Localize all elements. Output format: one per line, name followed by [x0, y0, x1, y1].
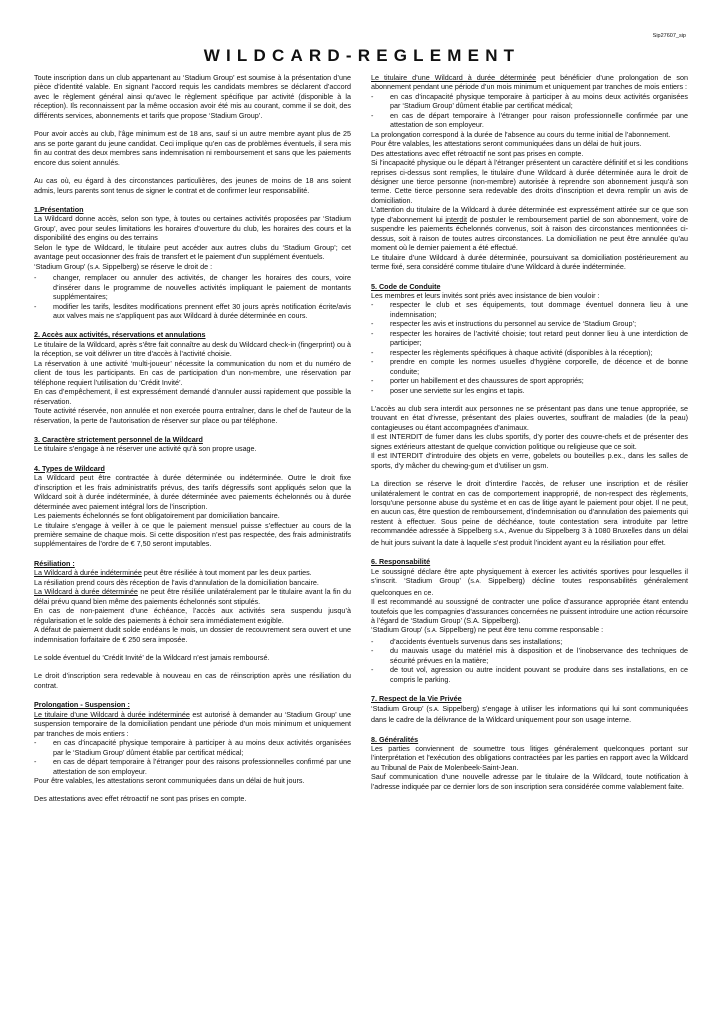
prolongation-list: [371, 92, 688, 130]
paragraph: Sauf communication d’une nouvelle adresse par le titulaire de la Wildcard, toute notification à l’adresse indiquée par ce dernier lors de son inscription sera considérée comme valablement faite.: [371, 772, 688, 791]
intro-paragraph: Toute inscription dans un club appartenant au ‘Stadium Group’ est soumise à la présentation d’une pièce d’identité valable. En signant l’accord requis les candidats membres se déclarent d’accord avec le règlement général ainsi qu’avec le règlement spécifique par activité (disponible à la réception). Ils reconnaissent par la même occasion avoir été mis au courant, comme il se doit, des différents services, abonnements et tarifs que propose ‘Stadium Group’.: [34, 73, 351, 120]
section-heading-general: 8. Généralités: [371, 734, 419, 744]
section-heading-types: 4. Types de Wildcard: [34, 463, 105, 473]
paragraph: Le titulaire d’une Wildcard à durée déterminée, poursuivant sa domiciliation postérieurement au terme fixé, sera considéré comme titulaire d’une Wildcard à durée indéterminée.: [371, 252, 688, 272]
paragraph: La Wildcard donne accès, selon son type, à toutes ou certaines activités proposées par ‘Stadium Group’, avec pour seules limitations les horaires d’ouverture du club, les horaires des cours et la disponibilité des engins ou des terrains: [34, 214, 351, 243]
list-item: - du mauvais usage du matériel mis à disposition et de l’inobservance des techniques de sécurité prévues en la matière;: [371, 646, 688, 665]
liability-list: [371, 637, 688, 684]
section-heading-access: 2. Accès aux activités, réservations et annulations: [34, 330, 206, 340]
list-item: - poser une serviette sur les engins et tapis.: [371, 386, 688, 395]
paragraph: La réservation à une activité ‘multi-joueur’ nécessite la communication du nom et du numéro de client de tous les participants. En cas de participation d’un non-membre, une réservation par téléphone requiert l’utilisation du ‘Crédit Invité’.: [34, 358, 351, 387]
subheading-prolongation: Prolongation - Suspension :: [34, 700, 130, 710]
list-item: - respecter les avis et instructions du personnel au service de ‘Stadium Group’;: [371, 319, 688, 328]
paragraph: Le titulaire s’engage à ne réserver une activité qu’à son propre usage.: [34, 444, 257, 454]
paragraph: Le titulaire d’une Wildcard à durée indéterminée est autorisé à demander au ‘Stadium Group’ une suspension temporaire de la domiciliation pendant une période d’un mois minimum et uniquement par tranches de mois entiers :: [34, 709, 351, 738]
paragraph: Si l’incapacité physique ou le départ à l’étranger présentent un caractère définitif et si les conditions reprises ci-dessus sont remplies, le titulaire d’une Wildcard à durée déterminée aura le droit de désigner une tierce personne (non-membre) autorisée à reprendre son abonnement jusqu’à son terme. Cette tierce personne sera redevable des droits d’inscription et devra remplir un avis de domiciliation.: [371, 158, 688, 205]
paragraph: Le solde éventuel du ‘Crédit Invité’ de la Wildcard n’est jamais remboursé.: [34, 653, 270, 663]
intro-paragraph: Au cas où, eu égard à des circonstances particulières, des jeunes de moins de 18 ans soient admis, leurs parents sont tenus de signer le contrat et de confirmer leur responsabilité.: [34, 176, 351, 195]
paragraph: Toute activité réservée, non annulée et non exercée pourra entraîner, dans le chef de l’auteur de la réservation, la perte de l’autorisation de réserver sur place ou par téléphone.: [34, 406, 351, 425]
conduct-list: [371, 300, 688, 395]
paragraph: L’attention du titulaire de la Wildcard à durée déterminée est expressément attirée sur ce que son type d’abonnement lui interdit de postuler le remboursement partiel de son abonnement, voire de suspendre les paiements échelonnés convenus, soit à raison des circonstances mentionnées ci-dessus, soit à raison de toutes autres circonstances. La domiciliation ne peut être annulée qu’au moment où le dernier paiement a été effectué.: [371, 205, 688, 253]
section-heading-conduct: 5. Code de Conduite: [371, 281, 441, 291]
paragraph: Pour être valables, les attestations seront communiquées dans un délai de huit jours.: [34, 776, 305, 785]
paragraph: La résiliation prend cours dès réception de l’avis d’annulation de la domiciliation bancaire.: [34, 577, 319, 587]
paragraph: Des attestations avec effet rétroactif ne sont pas prises en compte.: [371, 148, 584, 158]
document-code: Sip27607_sip: [652, 33, 686, 39]
rights-list: [34, 273, 351, 320]
paragraph: En cas d’empêchement, il est expressément demandé d’annuler aussi rapidement que possible la réservation.: [34, 387, 351, 406]
paragraph: Il est recommandé au soussigné de contracter une police d’assurance appropriée étant entendu toutefois que les compagnies d’assurances concernées ne puissent introduire une action récursoire à l’égard de ‘Stadium Group’ (S.A. Sippelberg).: [371, 597, 688, 626]
suspension-list: [34, 738, 351, 776]
paragraph: Il est INTERDIT de fumer dans les clubs sportifs, d’y porter des couvre-chefs et de présenter des signes extérieurs attestant de quelque conviction politique ou religieuse que ce soit.: [371, 432, 688, 451]
page-title: WILDCARD-REGLEMENT: [203, 46, 521, 65]
list-item: - modifier les tarifs, lesdites modifications prennent effet 30 jours après notification écrite/avis aux valves mais ne s’appliquent pas aux Wildcard à durée déterminée en cours.: [34, 302, 351, 321]
paragraph: La prolongation correspond à la durée de l’absence au cours du terme initial de l’abonnement.: [371, 129, 671, 139]
paragraph: ‘Stadium Group’ (S.A. Sippelberg) se réserve le droit de :: [34, 261, 213, 271]
subheading-resiliation: Résiliation :: [34, 558, 75, 568]
paragraph: La Wildcard à durée indéterminée peut être résiliée à tout moment par les deux parties.: [34, 568, 312, 578]
list-item: - d’accidents éventuels survenus dans ses installations;: [371, 637, 688, 646]
section-heading-presentation: 1.Présentation: [34, 204, 84, 214]
list-item: - en cas de départ temporaire à l’étranger pour raison professionnelle confirmée par une attestation de son employeur.: [371, 111, 688, 130]
list-item: - porter un habillement et des chaussures de sport appropriés;: [371, 376, 688, 385]
paragraph: La Wildcard peut être contractée à durée déterminée ou indéterminée. Outre le droit fixe d’inscription et les frais administratifs prévus, des tarifs dégressifs sont appliqués selon que la Wildcard soit à durée indéterminée, à durée déterminée avec paiements échelonnés ou à durée déterminée avec paiement intégral lors de l’inscription.: [34, 473, 351, 511]
list-item: - changer, remplacer ou annuler des activités, de changer les horaires des cours, voire d’insérer dans le programme de nouvelles activités impliquant le paiement de montants supplémentaires;: [34, 273, 351, 301]
intro-paragraph: Pour avoir accès au club, l’âge minimum est de 18 ans, sauf si un autre membre ayant plus de 25 ans se porte garant du jeune candidat. Ceci implique qu’en cas de problèmes éventuels, il sera mis fin au contrat des deux membres sans indemnisation ni remboursement et sans que les paiements encore dus soient annulés.: [34, 129, 351, 167]
paragraph: Les membres et leurs invités sont priés avec insistance de bien vouloir :: [371, 290, 600, 300]
paragraph: Le titulaire d’une Wildcard à durée déterminée peut bénéficier d’une prolongation de son abonnement pendant une période d’un mois minimum et uniquement par tranches de mois entiers :: [371, 73, 688, 92]
paragraph: ‘Stadium Group’ (S.A. Sippelberg) s’engage à utiliser les informations qui lui sont communiquées dans le cadre de la délivrance de la Wildcard uniquement pour son usage interne.: [371, 703, 688, 725]
list-item: - respecter les règlements spécifiques à chaque activité (disponibles à la réception);: [371, 348, 688, 357]
paragraph: Les paiements échelonnés se font obligatoirement par domiciliation bancaire.: [34, 511, 280, 521]
paragraph: Des attestations avec effet rétroactif ne sont pas prises en compte.: [34, 794, 247, 804]
left-column: [34, 73, 351, 804]
section-heading-personal: 3. Caractère strictement personnel de la Wildcard: [34, 434, 203, 444]
paragraph: La direction se réserve le droit d’interdire l’accès, de refuser une inscription et de résilier unilatéralement le contrat en cas de comportement inapproprié, de non-respect des règlements, lorsqu’une personne abuse du système et en cas de litige ayant le paiement pour objet. Il ne peut, en aucun cas, être question de remboursement, d’indemnisation ou d’annulation des paiements qui restent à effectuer. Sous peine de déchéance, toute contestation sera introduite par lettre recommandée adressée à Sippelberg S.A., Avenue du Sippelberg 3 à 1080 Bruxelles dans un délai de huit jours suivant la date à laquelle s’est produit l’incident ayant eu la résiliation pour effet.: [371, 479, 688, 547]
paragraph: Le droit d’inscription sera redevable à nouveau en cas de réinscription après une résiliation du contrat.: [34, 671, 351, 690]
paragraph: Pour être valables, les attestations seront communiquées dans un délai de huit jours.: [371, 139, 642, 149]
paragraph: En cas de non-paiement d’une échéance, l’accès aux activités sera suspendu jusqu’à régularisation et le solde des paiements à échoir sera immédiatement exigible.: [34, 606, 351, 625]
list-item: - en cas de départ temporaire à l’étranger pour des raisons professionnelles confirmé par une attestation de son employeur.: [34, 757, 351, 776]
list-item: - respecter les horaires de l’activité choisie; tout retard peut donner lieu à une interdiction de participer;: [371, 329, 688, 348]
list-item: - en cas d’incapacité physique temporaire à participer à au moins deux activités organisées par le ‘Stadium Group’ dûment établie par certificat médical;: [34, 738, 351, 757]
paragraph: Les parties conviennent de soumettre tous litiges généralement quelconques portant sur l’interprétation et l’exécution des obligations contractées par les parties en rapport avec la Wildcard au Tribunal de Paix de Molenbeek-Saint-Jean.: [371, 744, 688, 772]
paragraph: Le titulaire s’engage à veiller à ce que le paiement mensuel puisse s’effectuer au cours de la première semaine de chaque mois. Si cette disposition n’est pas respectée, des frais administratifs supplémentaires de l’ordre de € 7,50 seront imputables.: [34, 520, 351, 549]
paragraph: Il est INTERDIT d’introduire des objets en verre, gobelets ou bouteilles p.ex., dans les salles de sports, d’y mâcher du chewing-gum et d’utiliser un gsm.: [371, 451, 688, 470]
paragraph: L’accès au club sera interdit aux personnes ne se présentant pas dans une tenue appropriée, se trouvant en état d’ivresse, présentant des plaies ouvertes, souffrant de maladies (de la peau) contagieuses ou étant accompagnées d’animaux.: [371, 403, 688, 432]
list-item: - en cas d’incapacité physique temporaire à participer à au moins deux activités organisées par ‘Stadium Group’ dûment établie par certificat médical;: [371, 92, 688, 111]
paragraph: Le soussigné déclare être apte physiquement à exercer les activités sportives pour lesquelles il s’inscrit. ‘Stadium Group’ (S.A. Sippelberg) décline toutes responsabilités généralement quelconques en ce.: [371, 566, 688, 597]
paragraph: A défaut de paiement dudit solde endéans le mois, un dossier de recouvrement sera ouvert et une indemnisation forfaitaire de € 250 sera imposée.: [34, 625, 351, 644]
list-item: - de tout vol, agression ou autre incident pouvant se produire dans ses installations, en ce compris le parking.: [371, 665, 688, 684]
paragraph: Selon le type de Wildcard, le titulaire peut accéder aux autres clubs du ‘Stadium Group’; cet avantage peut occasionner des frais de transfert et le paiement d’un supplément éventuels.: [34, 242, 351, 262]
paragraph: La Wildcard à durée déterminée ne peut être résiliée unilatéralement par le titulaire avant la fin du délai prévu quand bien même des paiements échelonnés sont stipulés.: [34, 587, 351, 606]
list-item: - prendre en compte les normes usuelles d’hygiène corporelle, de décence et de bonne conduite;: [371, 357, 688, 376]
section-heading-responsibility: 6. Responsabilité: [371, 557, 431, 567]
list-item: - respecter le club et ses équipements, tout dommage éventuel donnera lieu à une indemnisation;: [371, 300, 688, 319]
paragraph: Le titulaire de la Wildcard, après s’être fait connaître au desk du Wildcard check-in (fingerprint) ou à la réception, se voit délivrer un titre d’accès à l’activité choisie.: [34, 339, 351, 359]
paragraph: ‘Stadium Group’ (S.A. Sippelberg) ne peut être tenu comme responsable :: [371, 625, 604, 635]
right-column: [371, 73, 688, 791]
section-heading-privacy: 7. Respect de la Vie Privée: [371, 694, 462, 704]
